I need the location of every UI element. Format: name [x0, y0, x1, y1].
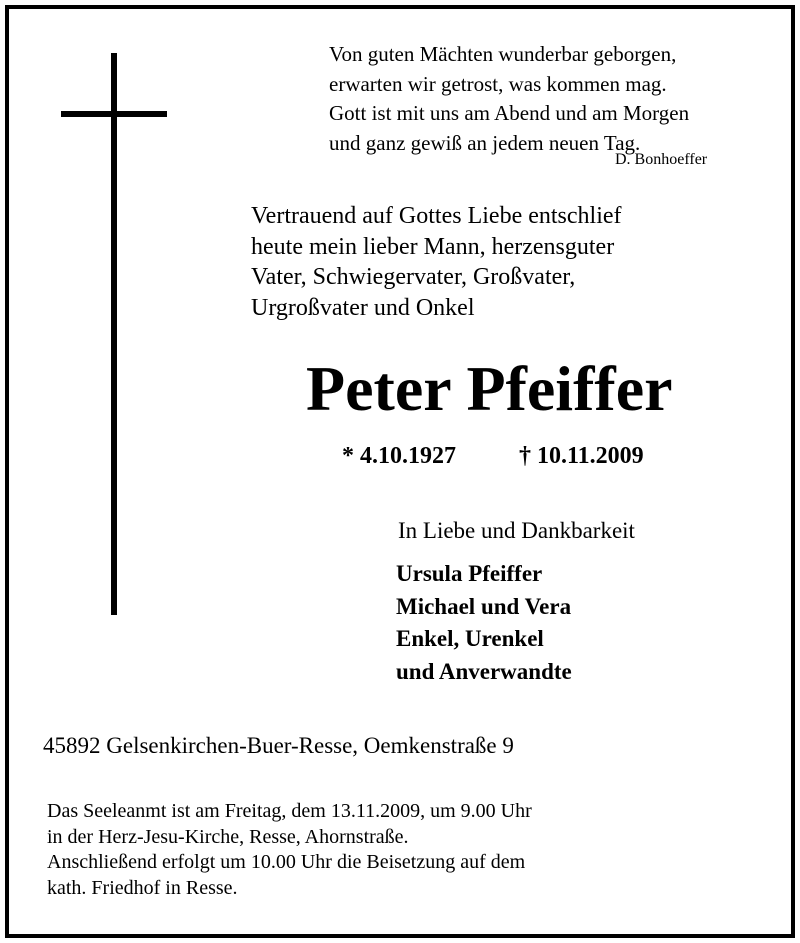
service-details: [47, 799, 532, 901]
service-line: Das Seeleanmt ist am Freitag, dem 13.11.2009, um 9.00 Uhr: [47, 800, 532, 822]
service-line: Anschließend erfolgt um 10.00 Uhr die Beisetzung auf dem: [47, 851, 526, 873]
service-line: in der Herz-Jesu-Kirche, Resse, Ahornstraße.: [47, 825, 409, 848]
cross-vertical-bar: [111, 53, 117, 615]
poem-quote: [329, 40, 689, 158]
announcement-line: Urgroßvater und Onkel: [251, 294, 475, 321]
mourners-list: [396, 558, 572, 688]
announcement-text: [251, 201, 622, 323]
mourner-name: Ursula Pfeiffer: [396, 561, 543, 586]
poem-line: und ganz gewiß an jedem neuen Tag.: [329, 130, 641, 155]
announcement-line: Vertrauend auf Gottes Liebe entschlief: [251, 203, 622, 229]
poem-author: D. Bonhoeffer: [615, 151, 708, 168]
birth-date: * 4.10.1927: [342, 443, 456, 469]
announcement-line: heute mein lieber Mann, herzensguter: [251, 233, 615, 260]
mourner-name: und Anverwandte: [396, 658, 572, 684]
family-address: 45892 Gelsenkirchen-Buer-Resse, Oemkenstraße 9: [43, 733, 514, 758]
death-date: † 10.11.2009: [519, 443, 644, 469]
deceased-name: Peter Pfeiffer: [306, 353, 673, 424]
obituary-notice: [5, 5, 795, 938]
service-line: kath. Friedhof in Resse.: [47, 876, 238, 899]
mourner-name: Enkel, Urenkel: [396, 626, 544, 651]
gratitude-line: In Liebe und Dankbarkeit: [398, 518, 635, 543]
mourner-name: Michael und Vera: [396, 593, 572, 619]
poem-line: Von guten Mächten wunderbar geborgen,: [329, 42, 677, 66]
cross-horizontal-bar: [61, 111, 167, 117]
announcement-line: Vater, Schwiegervater, Großvater,: [251, 264, 576, 290]
poem-line: erwarten wir getrost, was kommen mag.: [329, 71, 667, 96]
poem-line: Gott ist mit uns am Abend und am Morgen: [329, 101, 690, 125]
